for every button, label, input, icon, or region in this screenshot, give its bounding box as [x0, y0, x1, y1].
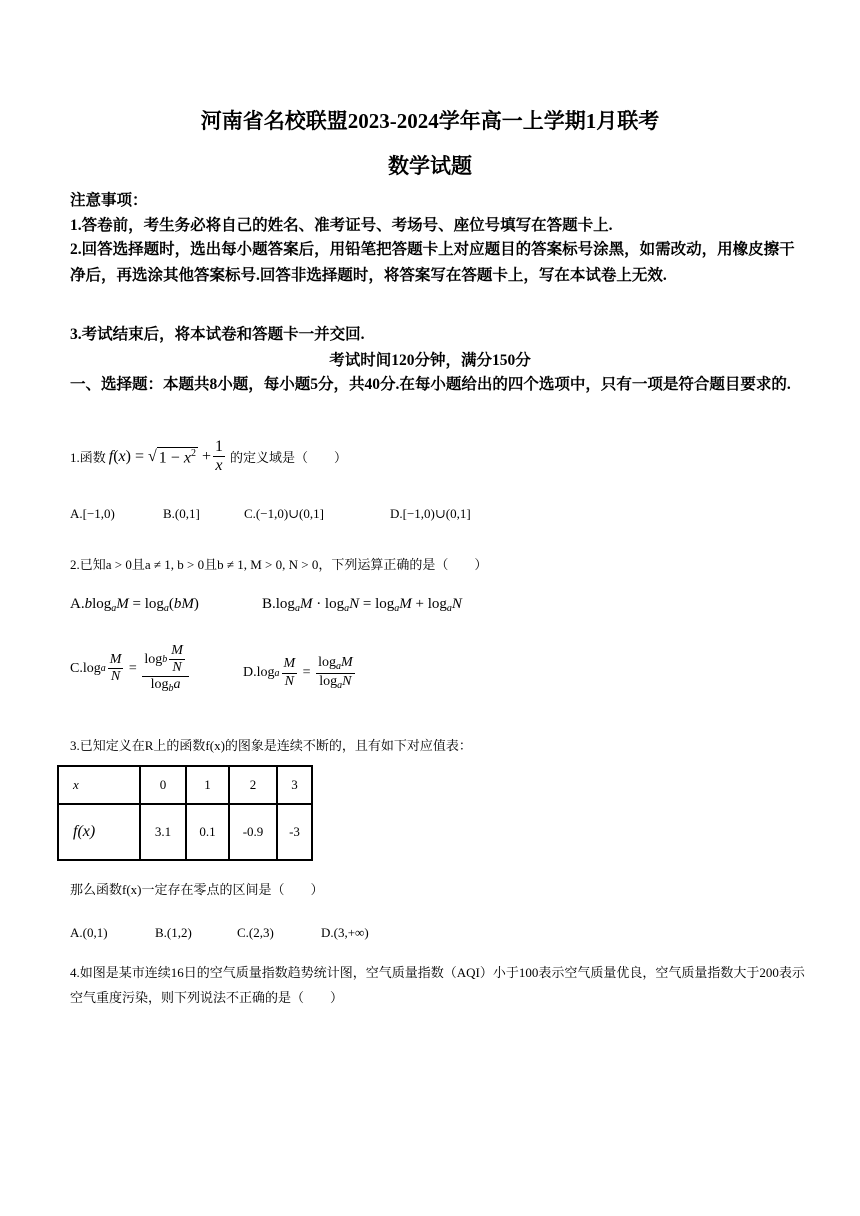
- question-1-option-c[interactable]: C.(−1,0)∪(0,1]: [244, 506, 324, 521]
- question-3-question: 那么函数f(x)一定存在零点的区间是（ ）: [70, 882, 324, 897]
- question-1-suffix: 的定义域是（ ）: [229, 450, 347, 466]
- table-row: [58, 804, 312, 860]
- table-row: [58, 766, 312, 804]
- question-1-option-b[interactable]: B.(0,1]: [163, 506, 200, 521]
- question-3-option-a[interactable]: A.(0,1): [70, 925, 108, 940]
- question-3-option-b[interactable]: B.(1,2): [155, 925, 192, 940]
- question-2-stem: 2.已知a > 0且a ≠ 1, b > 0且b ≠ 1, M > 0, N > 0，下列运算正确的是（ ）: [70, 557, 488, 572]
- table-cell: -3: [277, 804, 312, 860]
- notice-heading: 注意事项：: [70, 192, 148, 209]
- question-1-option-a[interactable]: A.[−1,0): [70, 506, 115, 521]
- question-3-option-d[interactable]: D.(3,+∞): [321, 925, 369, 940]
- exam-subtitle: 数学试题: [388, 154, 472, 178]
- question-2-option-a[interactable]: $A.blog_aM = \log_a(bM)$: [70, 596, 199, 614]
- table-row-label-fx: f(x): [58, 804, 140, 860]
- notice-item-3: 3.考试结束后，将本试卷和答题卡一并交回.: [70, 326, 365, 343]
- notice-item-1: 1.答卷前，考生务必将自己的姓名、准考证号、考场号、座位号填写在答题卡上.: [70, 217, 613, 234]
- question-4-stem: 4.如图是某市连续16日的空气质量指数趋势统计图，空气质量指数（AQI）小于100表示空气质量优良，空气质量指数大于200表示空气重度污染，则下列说法不正确的是（ ）: [70, 965, 805, 1005]
- section-1-intro: 一、选择题：本题共8小题，每小题5分，共40分.在每小题给出的四个选项中，只有一项是符合题目要求的.: [70, 376, 791, 393]
- question-3-value-table: [57, 765, 313, 861]
- question-3-option-c[interactable]: C.(2,3): [237, 925, 274, 940]
- question-1: [70, 438, 347, 476]
- table-row-label-x: x: [58, 766, 140, 804]
- question-1-option-d[interactable]: D.[−1,0)∪(0,1]: [390, 506, 471, 521]
- exam-time-info: 考试时间120分钟，满分150分: [329, 352, 531, 369]
- table-cell: -0.9: [229, 804, 277, 860]
- table-cell: 2: [229, 766, 277, 804]
- table-cell: 3: [277, 766, 312, 804]
- table-cell: 3.1: [140, 804, 186, 860]
- question-2-option-d[interactable]: D.log a $\frac{M}{N}$ = $\frac{\log_aM}{\log_aN}$: [243, 655, 353, 691]
- question-1-prefix: 1.函数: [70, 450, 106, 466]
- question-3-stem: 3.已知定义在R上的函数f(x)的图象是连续不断的，且有如下对应值表：: [70, 738, 472, 753]
- question-1-formula: f ( x ) = √ $1 - x^2$ + $\frac{1}{x}$: [108, 438, 223, 475]
- table-cell: 1: [186, 766, 229, 804]
- question-2-option-c[interactable]: C.log a $\frac{M}{N}$ = log b $\frac{M}{N}$ $\log_ba$: [70, 643, 191, 695]
- exam-title: 河南省名校联盟2023-2024学年高一上学期1月联考: [200, 109, 660, 133]
- table-cell: 0.1: [186, 804, 229, 860]
- question-2-option-b[interactable]: $B.\log_aM \cdot \log_aN = \log_aM + \log_aN$: [262, 596, 462, 614]
- table-cell: 0: [140, 766, 186, 804]
- notice-item-2: 2.回答选择题时，选出每小题答案后，用铅笔把答题卡上对应题目的答案标号涂黑，如需改动，用橡皮擦干净后，再选涂其他答案标号.回答非选择题时，将答案写在答题卡上，写在本试卷上无效.: [70, 241, 795, 284]
